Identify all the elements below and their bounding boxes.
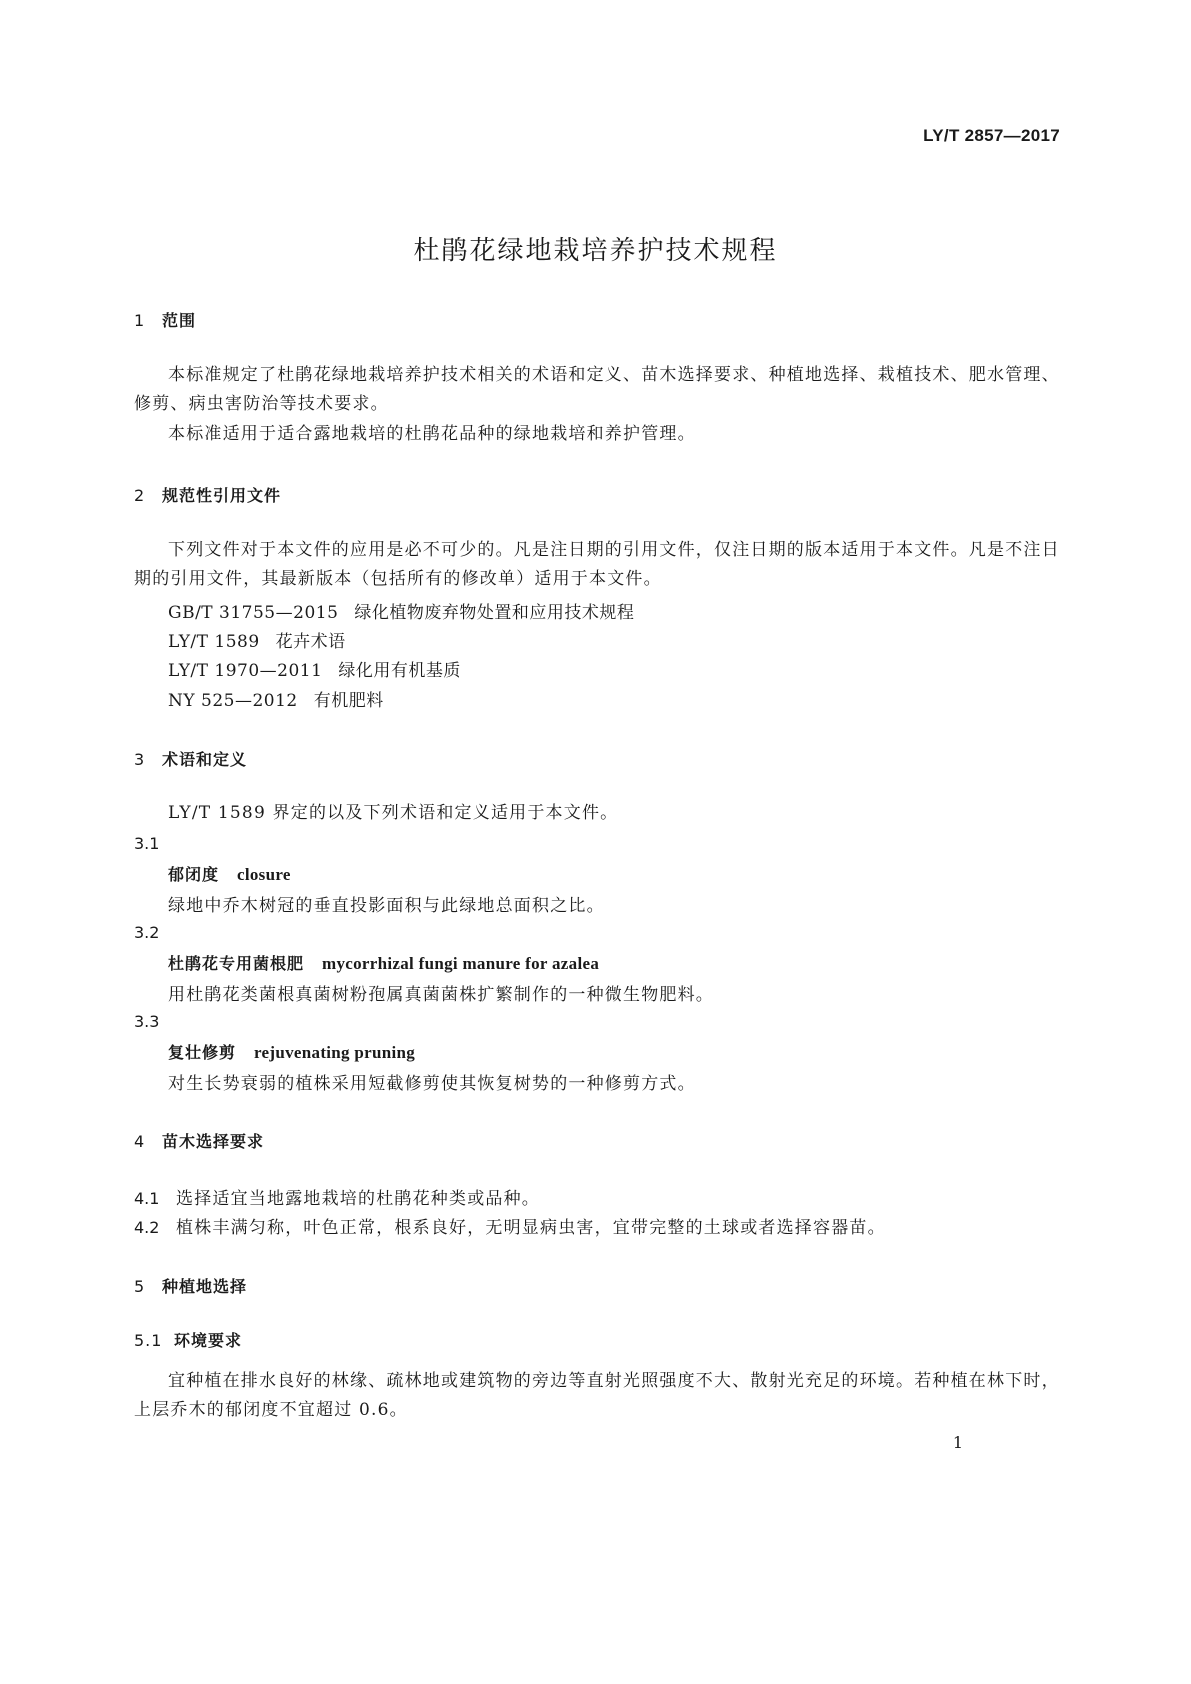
term-chinese: 郁闭度 bbox=[168, 865, 220, 884]
section-title: 范围 bbox=[162, 311, 197, 330]
section-number: 1 bbox=[134, 311, 146, 330]
clause-number: 3.2 bbox=[134, 923, 160, 942]
term-definition: 用杜鹃花类菌根真菌树粉孢属真菌菌株扩繁制作的一种微生物肥料。 bbox=[168, 985, 714, 1005]
section-1-paragraph-1: 本标准规定了杜鹃花绿地栽培养护技术相关的术语和定义、苗木选择要求、种植地选择、栽植技术、肥水管理、修剪、病虫害防治等技术要求。 bbox=[134, 365, 1060, 414]
section-number: 5 bbox=[134, 1277, 146, 1296]
reference-code: LY/T 1589 bbox=[168, 632, 260, 652]
section-3-heading bbox=[134, 747, 247, 770]
section-title: 术语和定义 bbox=[162, 750, 248, 769]
section-title: 规范性引用文件 bbox=[162, 486, 282, 505]
section-5-heading bbox=[134, 1274, 247, 1297]
section-1-paragraph-2: 本标准适用于适合露地栽培的杜鹃花品种的绿地栽培和养护管理。 bbox=[168, 424, 696, 444]
clause-item bbox=[134, 1213, 886, 1238]
term-entry bbox=[168, 862, 291, 885]
clause-number: 3.3 bbox=[134, 1012, 160, 1031]
section-4-heading bbox=[134, 1129, 264, 1152]
subsection-title: 环境要求 bbox=[174, 1331, 243, 1350]
section-number: 3 bbox=[134, 750, 146, 769]
term-english: mycorrhizal fungi manure for azalea bbox=[322, 954, 600, 973]
reference-name: 绿化植物废弃物处置和应用技术规程 bbox=[354, 603, 635, 623]
document-title: 杜鹃花绿地栽培养护技术规程 bbox=[413, 236, 778, 266]
term-chinese: 复壮修剪 bbox=[168, 1043, 237, 1062]
term-definition: 对生长势衰弱的植株采用短截修剪使其恢复树势的一种修剪方式。 bbox=[168, 1074, 696, 1094]
reference-name: 有机肥料 bbox=[313, 691, 384, 711]
section-2-heading bbox=[134, 483, 281, 506]
reference-item bbox=[168, 627, 346, 652]
section-2-paragraph-1: 下列文件对于本文件的应用是必不可少的。凡是注日期的引用文件，仅注日期的版本适用于本文件。凡是不注日期的引用文件，其最新版本（包括所有的修改单）适用于本文件。 bbox=[134, 540, 1060, 589]
reference-name: 花卉术语 bbox=[275, 632, 346, 652]
reference-code: LY/T 1970—2011 bbox=[168, 661, 323, 681]
clause-text: 选择适宜当地露地栽培的杜鹃花种类或品种。 bbox=[176, 1189, 540, 1209]
term-english: rejuvenating pruning bbox=[254, 1043, 416, 1062]
section-5-1-paragraph: 宜种植在排水良好的林缘、疏林地或建筑物的旁边等直射光照强度不大、散射光充足的环境。若种植在林下时，上层乔木的郁闭度不宜超过 0.6。 bbox=[134, 1371, 1060, 1420]
subsection-5-1-heading bbox=[134, 1328, 242, 1351]
clause-number: 3.1 bbox=[134, 834, 160, 853]
section-title: 苗木选择要求 bbox=[162, 1132, 265, 1151]
section-3-paragraph-1: LY/T 1589 界定的以及下列术语和定义适用于本文件。 bbox=[168, 803, 619, 823]
term-english: closure bbox=[237, 865, 291, 884]
term-chinese: 杜鹃花专用菌根肥 bbox=[168, 954, 305, 973]
reference-code: NY 525—2012 bbox=[168, 691, 298, 711]
term-definition: 绿地中乔木树冠的垂直投影面积与此绿地总面积之比。 bbox=[168, 896, 605, 916]
section-number: 4 bbox=[134, 1132, 146, 1151]
reference-item bbox=[168, 656, 461, 681]
clause-text: 植株丰满匀称，叶色正常，根系良好，无明显病虫害，宜带完整的土球或者选择容器苗。 bbox=[176, 1218, 886, 1238]
page-number: 1 bbox=[952, 1433, 963, 1452]
clause-number: 4.2 bbox=[134, 1218, 160, 1237]
term-entry bbox=[168, 1040, 415, 1063]
reference-code: GB/T 31755—2015 bbox=[168, 603, 339, 623]
reference-item bbox=[168, 598, 634, 623]
subsection-number: 5.1 bbox=[134, 1331, 163, 1350]
reference-item bbox=[168, 686, 384, 711]
term-entry bbox=[168, 951, 599, 974]
standard-number: LY/T 2857—2017 bbox=[923, 126, 1060, 145]
section-title: 种植地选择 bbox=[162, 1277, 248, 1296]
reference-name: 绿化用有机基质 bbox=[338, 661, 461, 681]
clause-number: 4.1 bbox=[134, 1189, 160, 1208]
clause-item bbox=[134, 1184, 540, 1209]
section-1-heading bbox=[134, 308, 196, 331]
section-number: 2 bbox=[134, 486, 146, 505]
